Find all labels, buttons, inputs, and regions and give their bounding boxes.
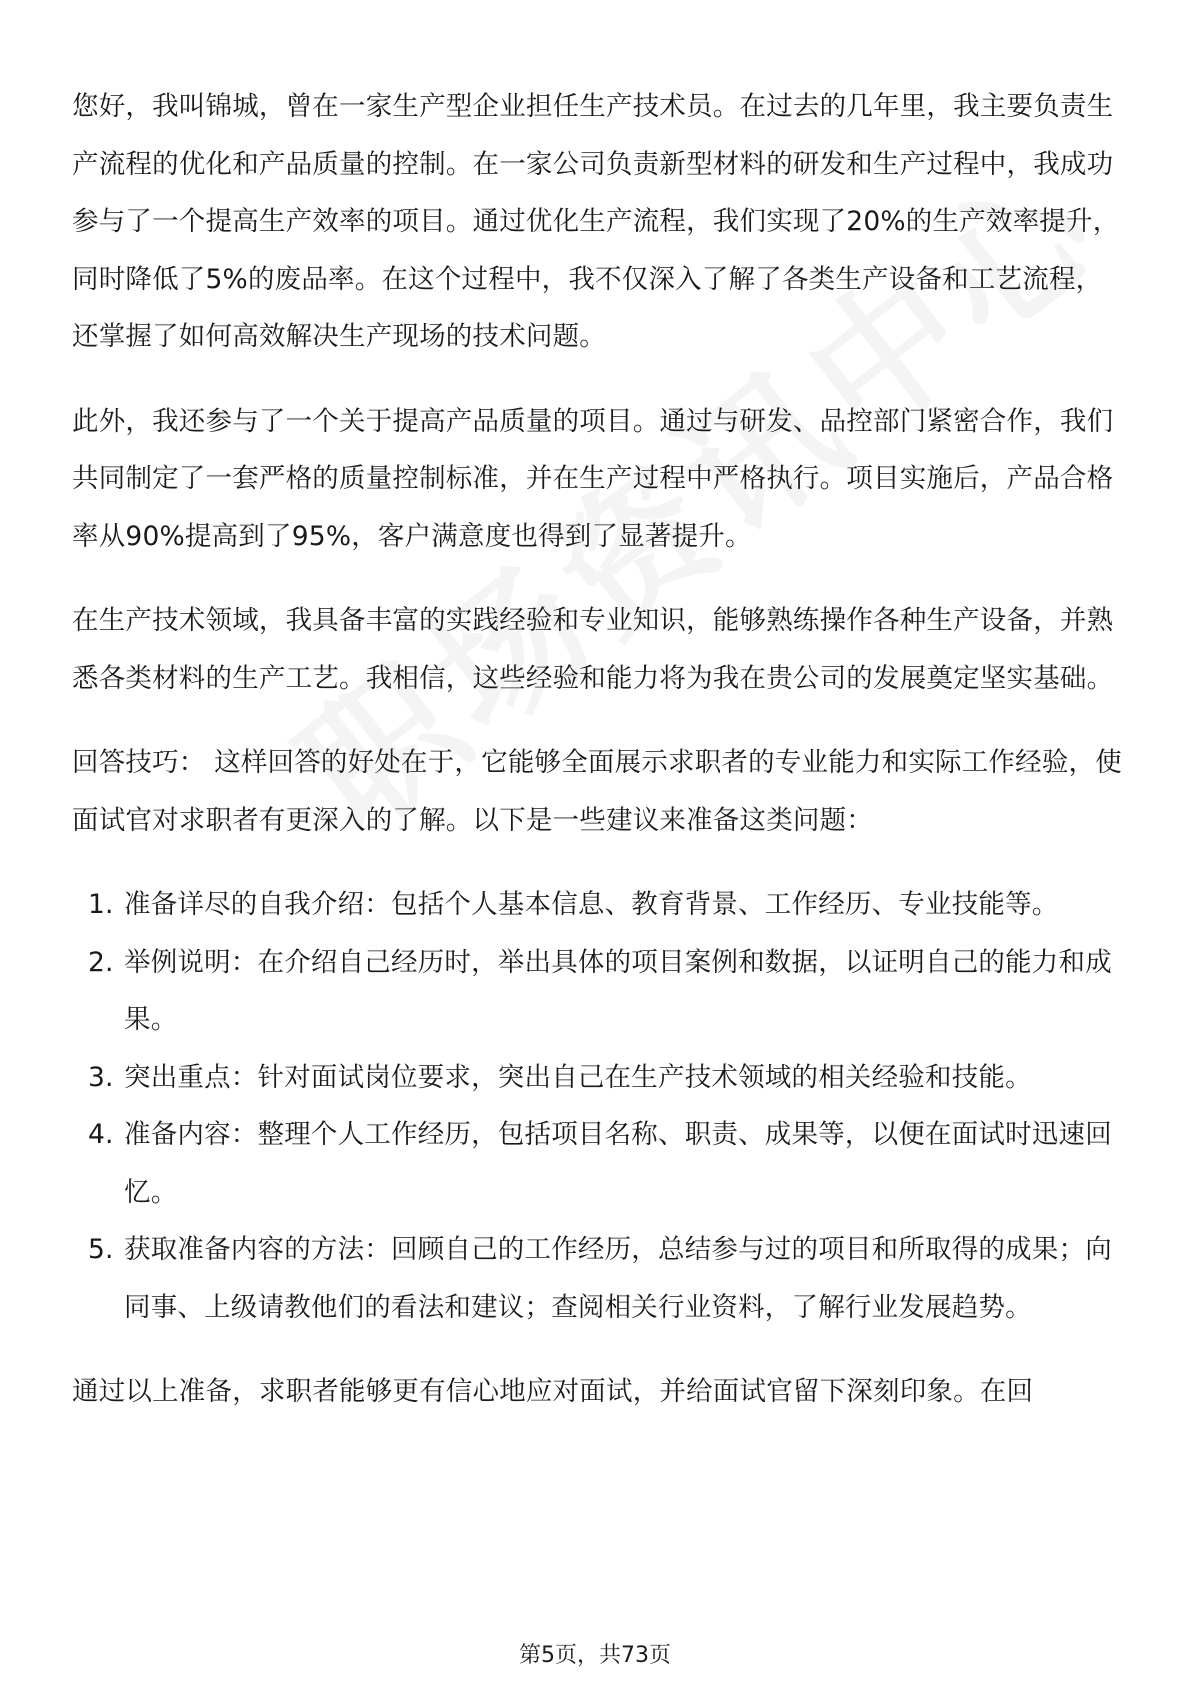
page-number: 第5页，共73页	[519, 1643, 671, 1668]
list-item-text: 准备详尽的自我介绍：包括个人基本信息、教育背景、工作经历、专业技能等。	[124, 889, 1059, 920]
list-item-text: 获取准备内容的方法：回顾自己的工作经历，总结参与过的项目和所取得的成果；向同事、上级请教他们的看法和建议；查阅相关行业资料，了解行业发展趋势。	[124, 1234, 1112, 1323]
page-content	[72, 78, 1122, 1448]
paragraph-intro: 您好，我叫锦城，曾在一家生产型企业担任生产技术员。在过去的几年里，我主要负责生产流程的优化和产品质量的控制。在一家公司负责新型材料的研发和生产过程中，我成功参与了一个提高生产效率的项目。通过优化生产流程，我们实现了20%的生产效率提升，同时降低了5%的废品率。在这个过程中，我不仅深入了解了各类生产设备和工艺流程，还掌握了如何高效解决生产现场的技术问题。	[72, 91, 1120, 352]
list-item-number: 4.	[88, 1119, 114, 1150]
list-item	[72, 1221, 1122, 1336]
paragraph-quality-project: 此外，我还参与了一个关于提高产品质量的项目。通过与研发、品控部门紧密合作，我们共同制定了一套严格的质量控制标准，并在生产过程中严格执行。项目实施后，产品合格率从90%提高到了95%，客户满意度也得到了显著提升。	[72, 405, 1114, 552]
list-item-text: 准备内容：整理个人工作经历，包括项目名称、职责、成果等，以便在面试时迅速回忆。	[124, 1119, 1112, 1208]
list-item-number: 2.	[88, 946, 114, 978]
list-item	[72, 1049, 1122, 1107]
list-item	[72, 934, 1122, 1049]
list-item-number: 5.	[88, 1234, 114, 1265]
paragraph-closing: 通过以上准备，求职者能够更有信心地应对面试，并给面试官留下深刻印象。在回	[72, 1376, 1034, 1407]
list-item-number: 3.	[88, 1061, 114, 1093]
list-item-text: 举例说明：在介绍自己经历时，举出具体的项目案例和数据，以证明自己的能力和成果。	[124, 946, 1112, 1035]
list-item	[72, 876, 1122, 934]
paragraph-answer-tips: 回答技巧： 这样回答的好处在于，它能够全面展示求职者的专业能力和实际工作经验，使面试官对求职者有更深入的了解。以下是一些建议来准备这类问题：	[72, 747, 1122, 836]
list-item	[72, 1106, 1122, 1221]
list-item-number: 1.	[88, 889, 114, 920]
paragraph-expertise: 在生产技术领域，我具备丰富的实践经验和专业知识，能够熟练操作各种生产设备，并熟悉各类材料的生产工艺。我相信，这些经验和能力将为我在贵公司的发展奠定坚实基础。	[72, 605, 1114, 694]
list-item-text: 突出重点：针对面试岗位要求，突出自己在生产技术领域的相关经验和技能。	[124, 1061, 1032, 1093]
tips-list	[72, 876, 1122, 1336]
